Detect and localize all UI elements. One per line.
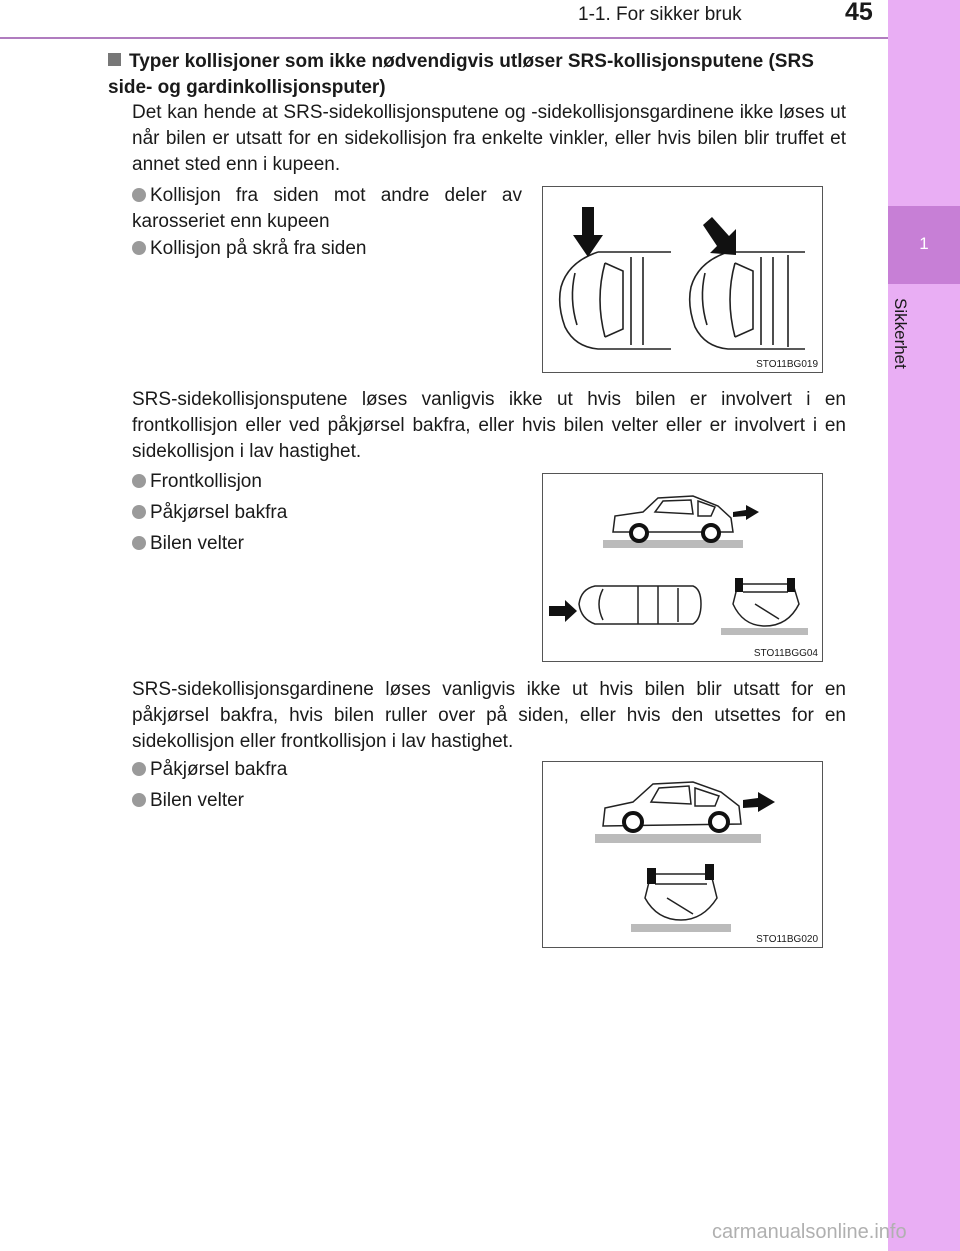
rear-rollover-illustration (543, 762, 822, 947)
chapter-label: Sikkerhet (891, 298, 910, 369)
bullet-item: Kollisjon fra siden mot andre deler av karosseriet enn kupeen (132, 185, 522, 232)
bullet-dot-icon (132, 474, 146, 488)
paragraph-3: SRS-sidekollisjonsgardinene løses vanligvis ikke ut hvis bilen blir utsatt for en påkjørsel bakfra, hvis bilen ruller over på siden, eller hvis den utsettes for en sidekollisjon eller frontkollisjon i lav hastighet. (132, 679, 846, 752)
watermark: carmanualsonline.info (712, 1221, 907, 1243)
chapter-number: 1 (919, 234, 929, 253)
bullet-item: Påkjørsel bakfra (132, 757, 522, 783)
front-rear-rollover-illustration (543, 474, 822, 661)
bullet-item: Kollisjon på skrå fra siden (132, 236, 522, 262)
side-collision-illustration (543, 187, 822, 372)
square-bullet-icon (108, 53, 121, 66)
paragraph-1: Det kan hende at SRS-sidekollisjonsputene og -sidekollisjonsgardinene ikke løses ut når bilen er utsatt for en sidekollisjon fra enkelte vinkler, eller hvis bilen blir truffet et annet sted enn i kupeen. (132, 102, 846, 175)
bullet-dot-icon (132, 241, 146, 255)
bullet-dot-icon (132, 505, 146, 519)
chapter-side-tab (888, 0, 960, 1251)
bullet-item: Bilen velter (132, 531, 522, 557)
bullet-dot-icon (132, 188, 146, 202)
figure-front-rear-rollover (542, 473, 823, 662)
header-rule (0, 37, 888, 39)
bullet-dot-icon (132, 793, 146, 807)
heading-text: Typer kollisjoner som ikke nødvendigvis utløser SRS-kollisjonsputene (SRS side- og gardinkollisjonsputer) (108, 51, 814, 98)
section-title: 1-1. For sikker bruk (578, 4, 742, 25)
page-number: 45 (845, 0, 873, 26)
figure-side-collision (542, 186, 823, 373)
bullet-item: Bilen velter (132, 788, 522, 814)
bullet-item: Frontkollisjon (132, 469, 522, 495)
bullet-dot-icon (132, 762, 146, 776)
figure-code: STO11BGG04 (753, 648, 818, 659)
bullet-dot-icon (132, 536, 146, 550)
figure-code: STO11BG020 (756, 934, 818, 945)
figure-rear-rollover (542, 761, 823, 948)
paragraph-2: SRS-sidekollisjonsputene løses vanligvis ikke ut hvis bilen er involvert i en frontkollisjon eller ved påkjørsel bakfra, eller hvis bilen velter eller er involvert i en sidekollisjon i lav hastighet. (132, 389, 846, 462)
section-heading (108, 49, 846, 101)
figure-code: STO11BG019 (756, 359, 818, 370)
bullet-item: Påkjørsel bakfra (132, 500, 522, 526)
